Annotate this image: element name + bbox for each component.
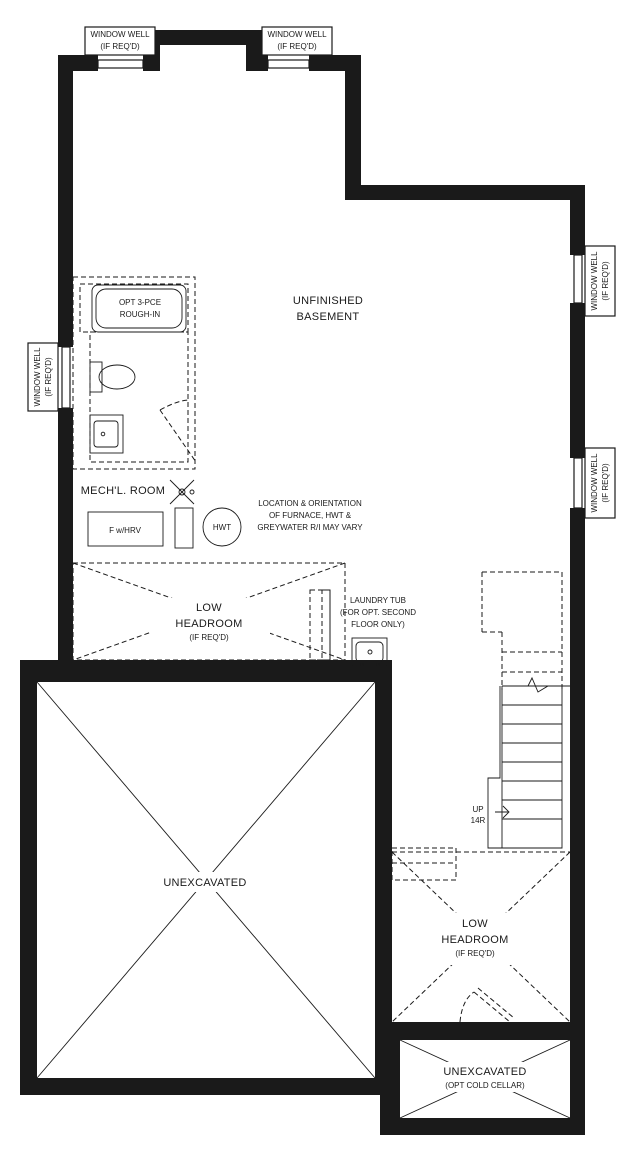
low-headroom-west bbox=[73, 563, 345, 660]
bathtub bbox=[92, 285, 186, 332]
stairs-up-label: UP bbox=[472, 805, 484, 814]
svg-text:(OPT COLD CELLAR): (OPT COLD CELLAR) bbox=[445, 1081, 525, 1090]
window-well-label: WINDOW WELL bbox=[90, 30, 150, 39]
window-well-note: (IF REQ'D) bbox=[601, 261, 610, 301]
svg-text:UNEXCAVATED: UNEXCAVATED bbox=[443, 1066, 527, 1078]
svg-text:(IF REQ'D): (IF REQ'D) bbox=[455, 949, 495, 958]
svg-text:UNEXCAVATED: UNEXCAVATED bbox=[163, 877, 247, 889]
window-well-left bbox=[28, 343, 70, 411]
hwt-label: HWT bbox=[212, 523, 232, 532]
window-well-right-lower bbox=[574, 448, 615, 518]
low-headroom-south bbox=[392, 848, 570, 1022]
unfinished-basement-label bbox=[293, 295, 363, 323]
location-note-line-3: GREYWATER R/I MAY VARY bbox=[257, 523, 363, 532]
laundry-note-line-1: LAUNDRY TUB bbox=[349, 596, 407, 605]
window-well-label: WINDOW WELL bbox=[33, 347, 42, 407]
svg-text:UNFINISHED: UNFINISHED bbox=[292, 295, 364, 307]
opt-rough-in-label: OPT 3-PCE bbox=[118, 298, 162, 307]
opt-rough-in-label-2: ROUGH-IN bbox=[119, 310, 161, 319]
window-well-label: WINDOW WELL bbox=[267, 30, 327, 39]
stairs bbox=[471, 572, 572, 848]
furnace-label: F w/HRV bbox=[109, 526, 141, 535]
bathroom-sink bbox=[90, 415, 123, 453]
laundry-area bbox=[310, 590, 416, 666]
window-well-note: (IF REQ'D) bbox=[601, 463, 610, 503]
laundry-note-line-3: FLOOR ONLY) bbox=[351, 620, 405, 629]
exterior-walls bbox=[20, 30, 585, 1135]
cold-cellar bbox=[400, 1040, 570, 1118]
svg-text:LOW: LOW bbox=[196, 602, 222, 614]
svg-text:BASEMENT: BASEMENT bbox=[296, 311, 360, 323]
svg-text:(IF REQ'D): (IF REQ'D) bbox=[189, 633, 229, 642]
window-well-label: WINDOW WELL bbox=[590, 251, 599, 311]
greywater-unit bbox=[175, 508, 193, 548]
window-well-note: (IF REQ'D) bbox=[44, 357, 53, 397]
location-note-line-2: OF FURNACE, HWT & bbox=[268, 511, 352, 520]
window-well-label: WINDOW WELL bbox=[590, 453, 599, 513]
stairs-risers-label: 14R bbox=[470, 816, 486, 825]
laundry-note-line-2: (FOR OPT. SECOND bbox=[339, 608, 417, 617]
mech-room-label: MECH'L. ROOM bbox=[80, 485, 166, 497]
unexcavated-main bbox=[37, 682, 375, 1078]
window-well-note: (IF REQ'D) bbox=[277, 42, 317, 51]
toilet bbox=[90, 362, 135, 392]
svg-text:LOW: LOW bbox=[462, 918, 488, 930]
floor-drain-icon bbox=[170, 480, 194, 504]
window-well-note: (IF REQ'D) bbox=[100, 42, 140, 51]
mech-room bbox=[81, 480, 364, 548]
svg-text:HEADROOM: HEADROOM bbox=[441, 934, 509, 946]
opt-bathroom-rough-in bbox=[73, 277, 196, 469]
location-note-line-1: LOCATION & ORIENTATION bbox=[258, 499, 362, 508]
svg-text:HEADROOM: HEADROOM bbox=[175, 618, 243, 630]
